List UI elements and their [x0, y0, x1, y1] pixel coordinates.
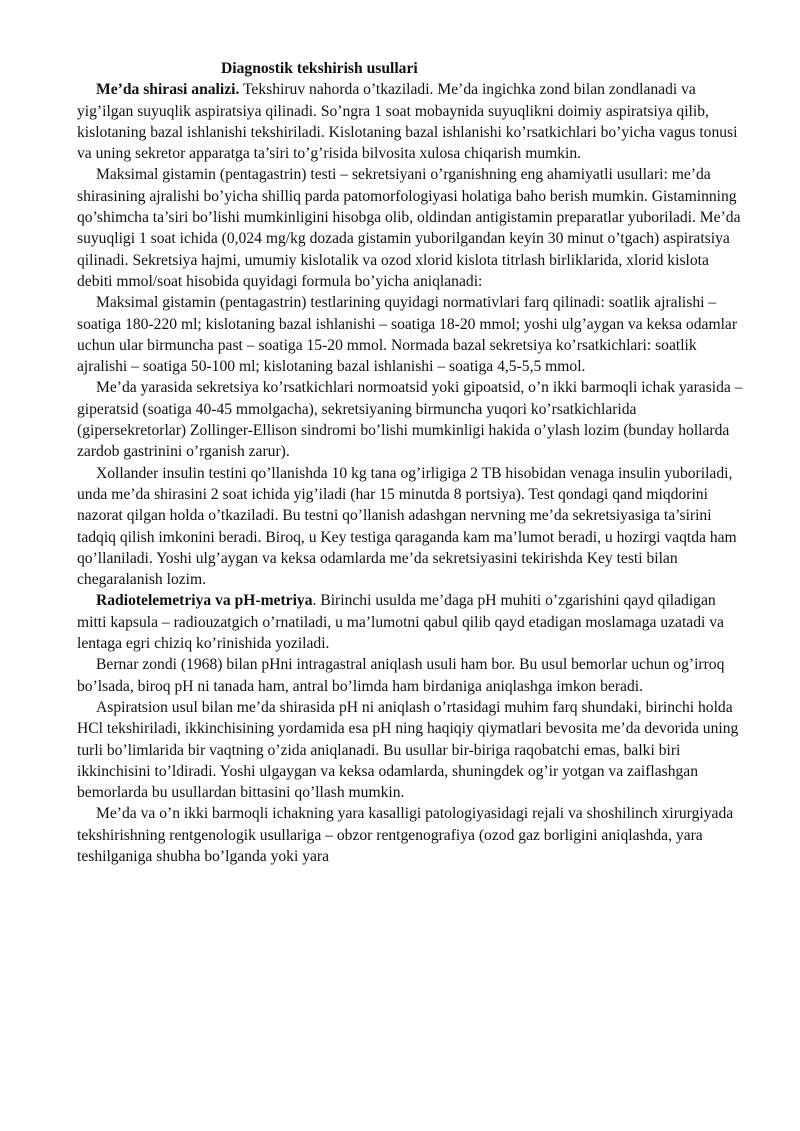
paragraph-text: Bernar zondi (1968) bilan pHni intragastral aniqlash usuli ham bor. Bu usul bemorlar uchun og’irroq bo’lsada, biroq pH ni tanada ham, antral bo’limda ham birdaniga aniqlashga imkon beradi. [77, 656, 725, 695]
paragraph-text: Maksimal gistamin (pentagastrin) testlarining quyidagi normativlari farq qilinadi: soatlik ajralishi – soatiga 180-220 ml; kislotaning bazal ishlanishi – soatiga 18-20 mmol; yoshi ulg’aygan va keksa odamlar uchun ular birmuncha past – soatiga 15-20 mmol. Normada bazal sekretsiya ko’rsatkichlari: soatlik ajralishi – soatiga 50-100 ml; kislotaning bazal ishlanishi – soatiga 4,5-5,5 mmol. [77, 294, 738, 376]
paragraph-text: Me’da va o’n ikki barmoqli ichakning yara kasalligi patologiyasidagi rejali va shoshilinch xirurgiyada tekshirishning rentgenologik usullariga – obzor rentgenografiya (ozod gaz borligini aniqlashda, yara teshilganiga shubha bo’lganda yoki yara [77, 805, 734, 865]
paragraph-text: . Birinchi usulda me’daga pH muhiti o’zgarishini qayd qiladigan mitti kapsula – radiouzatgich o’rnatiladi, u ma’lumotni qabul qilib qayd etadigan moslamaga uzatadi va lentaga egri chiziq ko’rinishida yoziladi. [77, 592, 724, 653]
paragraph [77, 164, 745, 292]
document-body [77, 58, 745, 867]
paragraph [77, 697, 745, 803]
paragraph-lead: Radiotelemetriya va pH-metriya [96, 592, 313, 610]
paragraph [77, 590, 745, 654]
paragraph-text: Me’da yarasida sekretsiya ko’rsatkichlari normoatsid yoki gipoatsid, o’n ikki barmoqli ichak yarasida – giperatsid (soatiga 40-45 mmolgacha), sekretsiyaning birmuncha yuqori ko’rsatkichlarida (gipersekretorlar) Zollinger-Ellison sindromi bo’lishi mumkinligi hakida o’ylash lozim (bunday hollarda zardob gastrinini o’rganish zarur). [77, 379, 743, 461]
document-title: Diagnostik tekshirish usullari [221, 60, 418, 77]
paragraph [77, 377, 745, 462]
paragraph [77, 79, 745, 164]
paragraph-text: Aspiratsion usul bilan me’da shirasida pH ni aniqlash o’rtasidagi muhim farq shundaki, birinchi holda HCl tekshiriladi, ikkinchisining yordamida esa pH ning haqiqiy qiymatlari bevosita me’da devorida uning turli bo’limlarida bir vaqtning o’zida aniqlanadi. Bu usullar bir-biriga raqobatchi emas, balki biri ikkinchisini to’ldiradi. Yoshi ulgaygan va keksa odamlarda, shuningdek og’ir yotgan va zaiflashgan bemorlarda bu usullardan bittasini qo’llash mumkin. [77, 698, 739, 802]
paragraph [77, 292, 745, 377]
paragraph-text: Tekshiruv nahorda o’tkaziladi. Me’da ingichka zond bilan zondlanadi va yig’ilgan suyuqlik aspiratsiya qilinadi. So’ngra 1 soat mobaynida suyuqlikni doimiy aspiratsiya qilib, kislotaning bazal ishlanishi tekshiriladi. Kislotaning bazal ishlanishi ko’rsatkichlari bo’yicha vagus tonusi va uning sekretor apparatga ta’siri to’g’risida bilvosita xulosa chiqarish mumkin. [77, 81, 738, 163]
paragraph [77, 803, 745, 867]
paragraph-lead: Me’da shirasi analizi. [96, 81, 240, 99]
paragraph-text: Maksimal gistamin (pentagastrin) testi – sekretsiyani o’rganishning eng ahamiyatli usullari: me’da shirasining ajralishi bo’yicha shilliq parda patomorfologiyasi holatiga baho berish mumkin. Gistaminning qo’shimcha ta’siri bo’lishi mumkinligini hisobga olib, oldindan antigistamin preparatlar yuboriladi. Me’da suyuqligi 1 soat ichida (0,024 mg/kg dozada gistamin yuborilgandan keyin 30 minut o’tgach) aspiratsiya qilinadi. Sekretsiya hajmi, umumiy kislotalik va ozod xlorid kislota titrlash birliklarida, xlorid kislota debiti mmol/soat hisobida quyidagi formula bo’yicha aniqlanadi: [77, 166, 741, 290]
paragraph-text: Xollander insulin testini qo’llanishda 10 kg tana og’irligiga 2 TB hisobidan venaga insulin yuboriladi, unda me’da shirasini 2 soat ichida yig’iladi (har 15 minutda 8 portsiya). Test qondagi qand miqdorini nazorat qilgan holda o’tkaziladi. Bu testni qo’llanish adashgan nervning me’da sekretsiyasiga ta’sirini tadqiq qilish imkonini beradi. Biroq, u Key testiga qaraganda kam ma’lumot beradi, u hozirgi vaqtda ham qo’llaniladi. Yoshi ulg’aygan va keksa odamlarda me’da sekretsiyasini tekirishda Key testi bilan chegaralanish lozim. [77, 464, 737, 589]
paragraph [77, 463, 745, 591]
paragraph [77, 654, 745, 697]
